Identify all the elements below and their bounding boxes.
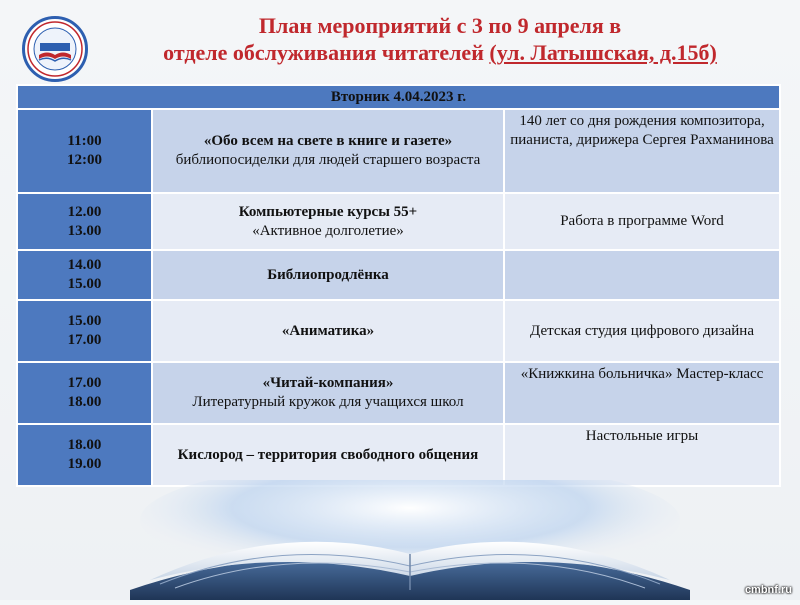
- event-cell: [152, 109, 504, 193]
- event-title: Кислород – территория свободного общения: [177, 446, 479, 463]
- title-department: отделе обслуживания читателей: [163, 40, 490, 65]
- event-title: «Читай-компания»: [262, 375, 394, 391]
- table-row: [17, 109, 780, 193]
- title-line-2: [110, 39, 770, 66]
- event-cell: [152, 300, 504, 362]
- time-end: 15.00: [67, 276, 102, 292]
- event-cell: [152, 193, 504, 250]
- day-label: Вторник 4.04.2023 г.: [17, 85, 780, 109]
- day-header-row: [17, 85, 780, 109]
- time-end: 19.00: [67, 456, 102, 472]
- event-desc: «Активное долголетие»: [252, 222, 404, 239]
- note-cell: [504, 250, 780, 300]
- note-cell: Настольные игры: [504, 424, 780, 486]
- time-start: 15.00: [67, 313, 102, 329]
- table-row: [17, 250, 780, 300]
- event-title: Компьютерные курсы 55+: [238, 203, 418, 220]
- event-cell: [152, 250, 504, 300]
- title-line-1: План мероприятий с 3 по 9 апреля в: [258, 13, 622, 38]
- time-cell: [17, 250, 152, 300]
- time-start: 14.00: [67, 257, 102, 273]
- library-logo-icon: [22, 16, 88, 82]
- time-cell: [17, 109, 152, 193]
- time-cell: [17, 300, 152, 362]
- table-row: [17, 300, 780, 362]
- note-cell: Детская студия цифрового дизайна: [504, 300, 780, 362]
- title-address: (ул. Латышская, д.15б): [489, 40, 717, 65]
- time-end: 13.00: [67, 222, 102, 239]
- time-start: 11:00: [67, 133, 102, 149]
- event-cell: [152, 362, 504, 424]
- event-title: «Аниматика»: [281, 322, 375, 339]
- event-desc: Литературный кружок для учащихся школ: [192, 394, 464, 410]
- table-row: [17, 362, 780, 424]
- note-cell: Работа в программе Word: [504, 193, 780, 250]
- header: [0, 0, 800, 84]
- time-cell: [17, 193, 152, 250]
- time-end: 17.00: [67, 332, 102, 348]
- watermark: cmbnf.ru: [744, 584, 792, 596]
- open-book-icon: [120, 480, 700, 600]
- event-title: Библиопродлёнка: [267, 266, 389, 283]
- event-desc: библиопосиделки для людей старшего возраста: [175, 152, 481, 168]
- event-cell: [152, 424, 504, 486]
- time-end: 12:00: [67, 152, 102, 168]
- table-row: [17, 424, 780, 486]
- time-cell: [17, 362, 152, 424]
- page-title: [110, 12, 770, 66]
- schedule-table: [16, 84, 781, 487]
- time-start: 12.00: [67, 203, 102, 220]
- note-cell: «Книжкина больничка» Мастер-класс: [504, 362, 780, 424]
- note-cell: 140 лет со дня рождения композитора, пианиста, дирижера Сергея Рахманинова: [504, 109, 780, 193]
- time-start: 17.00: [67, 375, 102, 391]
- table-row: [17, 193, 780, 250]
- time-start: 18.00: [67, 437, 102, 453]
- time-cell: [17, 424, 152, 486]
- time-end: 18.00: [67, 394, 102, 410]
- event-title: «Обо всем на свете в книге и газете»: [203, 133, 453, 149]
